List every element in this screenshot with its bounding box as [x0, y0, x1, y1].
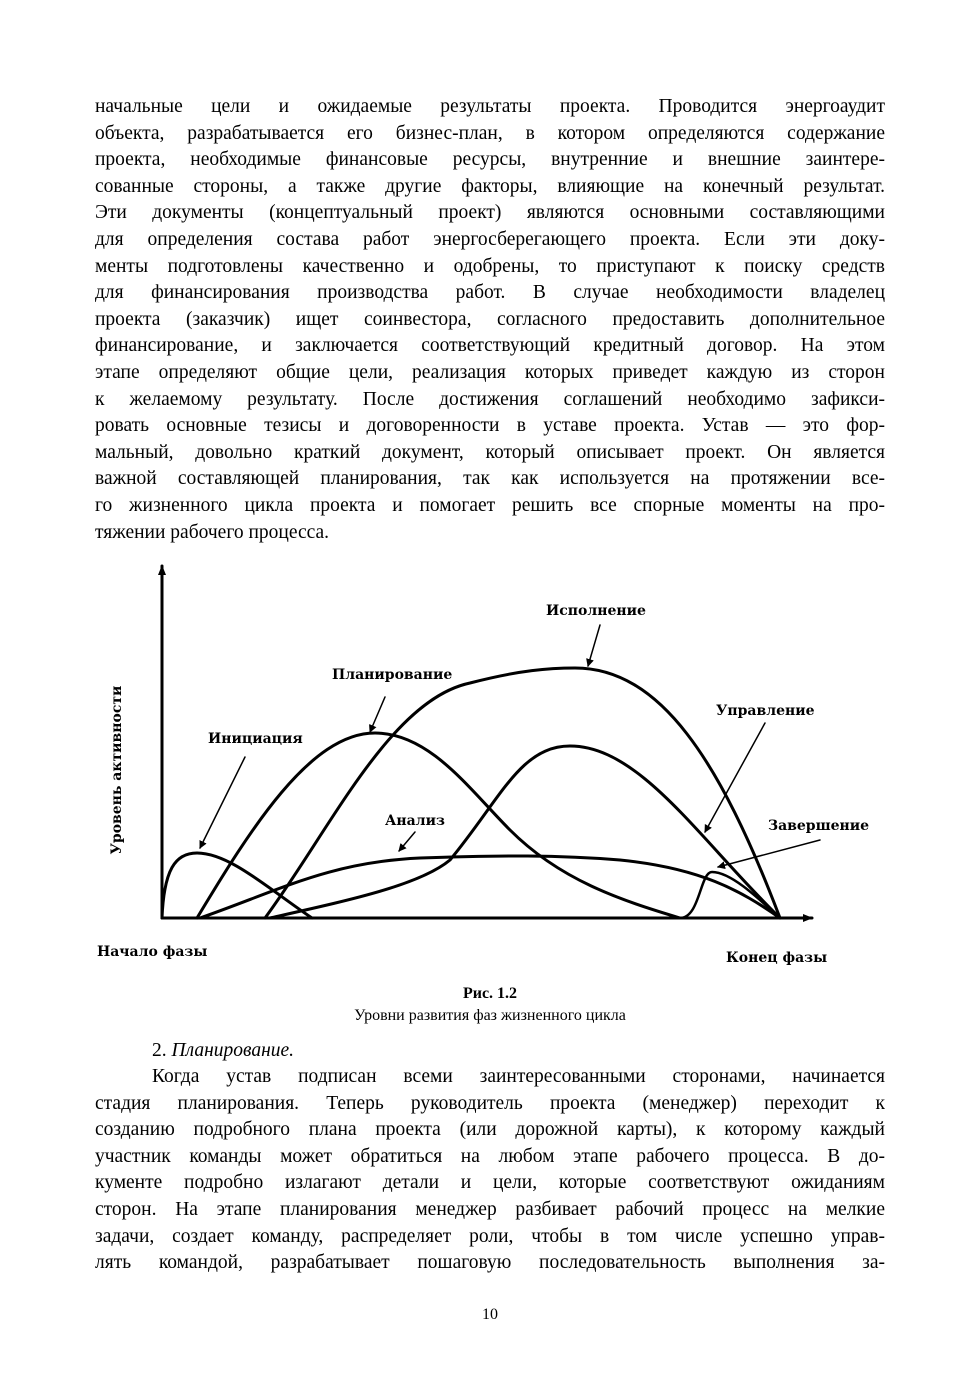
pointer-analysis [399, 832, 415, 851]
text-line: к желаемому результату. После достижения соглашений необходимо зафикси- [95, 388, 885, 410]
label-execution: Исполнение [546, 603, 646, 619]
x-start-label: Начало фазы [97, 944, 208, 960]
pointer-planning [370, 697, 385, 732]
text-line: тяжении рабочего процесса. [95, 521, 330, 543]
x-end-label: Конец фазы [726, 950, 828, 966]
text-line: важной составляющей планирования, так как используется на протяжении все- [95, 468, 885, 490]
pointer-closing [718, 840, 820, 867]
pointer-initiation [200, 757, 245, 848]
text-line: объекта, разрабатывается его бизнес-план, в котором определяются содержание [95, 122, 885, 144]
label-control: Управление [716, 703, 815, 719]
text-line: созданию подробного плана проекта (или дорожной карты), к которому каждый [95, 1119, 885, 1141]
text-line: го жизненного цикла проекта и помогает решить все спорные моменты на про- [95, 495, 885, 516]
text-line: для финансирования производства работ. В случае необходимости владелец [95, 282, 885, 304]
text-line: мальный, довольно краткий документ, который описывает проект. Он является [95, 441, 885, 463]
text-line: начальные цели и ожидаемые результаты проекта. Проводится энергоаудит [95, 96, 885, 117]
text-line: сторон. На этапе планирования менеджер разбивает рабочий процесс на мелкие [95, 1199, 885, 1220]
text-line: стадия планирования. Теперь руководитель проекта (менеджер) переходит к [95, 1092, 885, 1114]
text-line: сованные стороны, а также другие факторы, влияющие на конечный результат. [95, 175, 885, 197]
y-axis-label: Уровень активности [109, 685, 125, 855]
label-initiation: Инициация [208, 731, 303, 747]
text-line: для определения состава работ энергосберегающего проекта. Если эти доку- [95, 229, 885, 250]
curve-control [270, 746, 780, 918]
section-heading [152, 1038, 885, 1064]
label-planning: Планирование [332, 667, 453, 683]
pointer-execution [588, 625, 600, 666]
curve-execution [265, 668, 780, 918]
text-line: финансирование, и заключается соответствующий кредитный договор. На этом [95, 335, 885, 357]
text-line: проекта, необходимые финансовые ресурсы, внутренние и внешние заинтере- [95, 149, 885, 171]
text-line: проекта (заказчик) ищет соинвестора, согласного предоставить дополнительное [95, 308, 885, 330]
text-line: лять командой, разрабатывает пошаговую последовательность выполнения за- [95, 1252, 885, 1274]
text-line: Эти документы (концептуальный проект) являются основными составляющими [95, 202, 885, 224]
section-title: Планирование. [171, 1040, 295, 1061]
text-line: Когда устав подписан всеми заинтересованными сторонами, начинается [152, 1066, 885, 1087]
text-line: менты подготовлены качественно и одобрены, то приступают к поиску средств [95, 255, 885, 277]
text-line: этапе определяют общие цели, реализация которых приведет каждую из сторон [95, 362, 885, 383]
label-analysis: Анализ [385, 813, 445, 829]
page-number: 10 [482, 1306, 498, 1323]
text-line: кументе подробно излагают детали и цели, которые соответствуют ожиданиям [95, 1172, 885, 1194]
text-line: участник команды может обратиться на любом этапе рабочего процесса. В до- [95, 1145, 885, 1167]
text-line: ровать основные тезисы и договоренности в уставе проекта. Устав — это фор- [95, 415, 885, 437]
figure-number: Рис. 1.2 [462, 985, 518, 1002]
text-line: задачи, создает команду, распределяет роли, чтобы в том числе успешно управ- [95, 1225, 885, 1247]
figure-caption: Уровни развития фаз жизненного цикла [354, 1007, 626, 1024]
label-closing: Завершение [768, 818, 870, 834]
section-number: 2. [152, 1040, 167, 1061]
